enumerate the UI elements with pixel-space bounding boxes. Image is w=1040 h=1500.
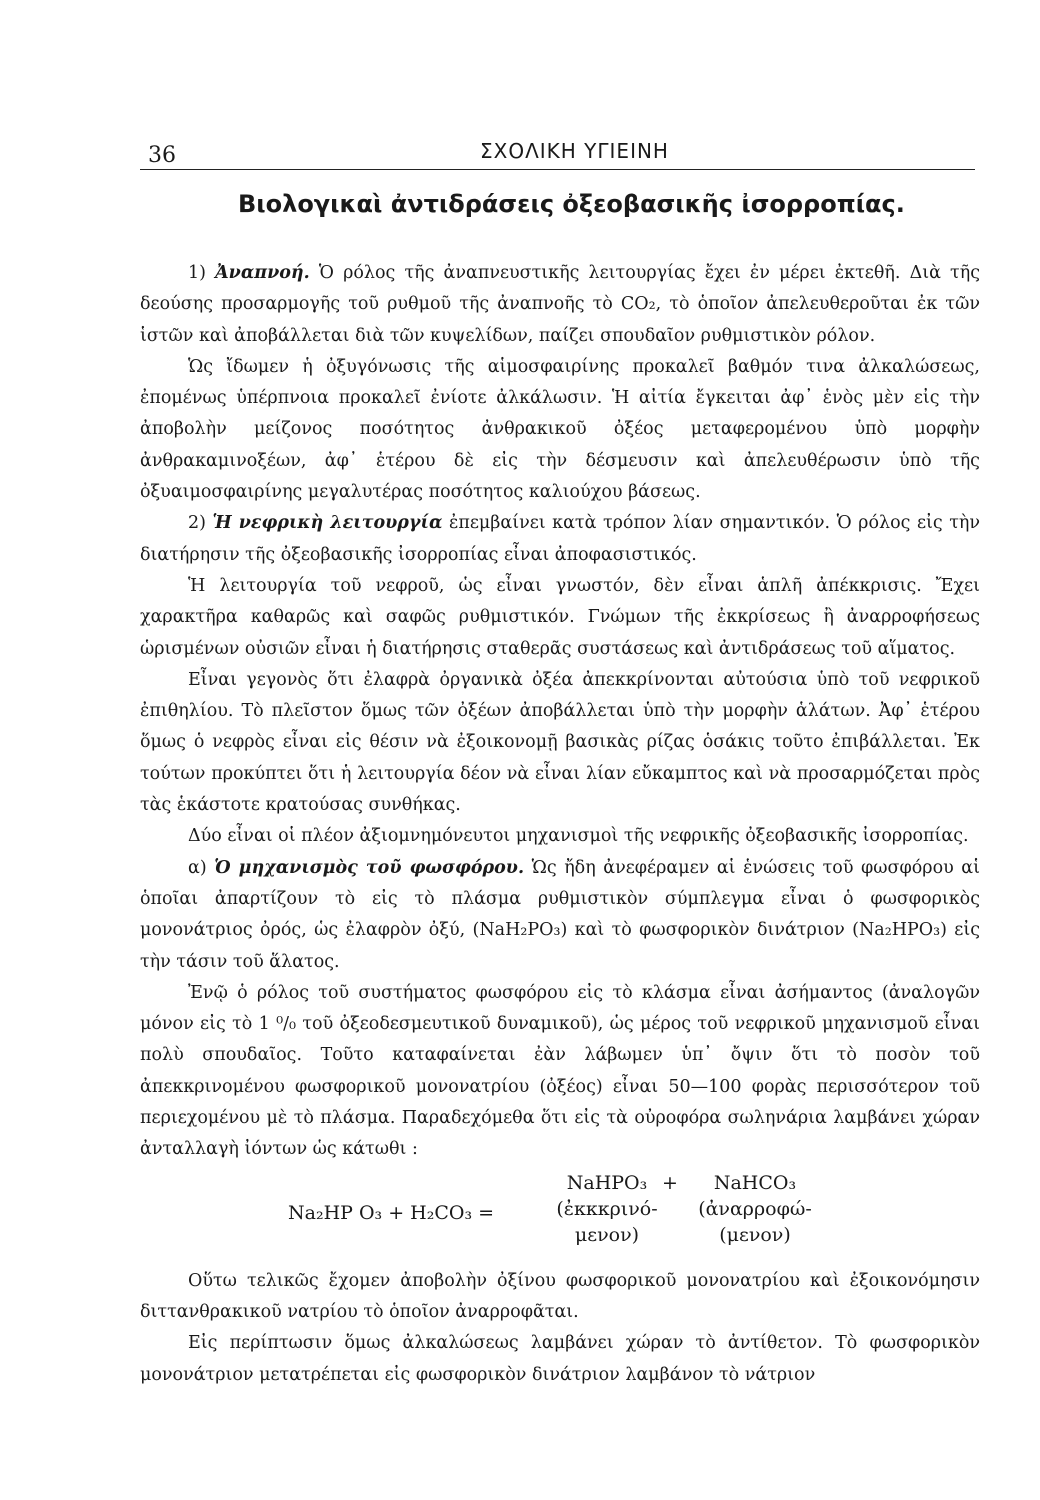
item-label: 2) bbox=[188, 513, 213, 534]
equation-plus: + bbox=[662, 1171, 678, 1194]
paragraph: Ἐνῷ ὁ ρόλος τοῦ συστήματος φωσφόρου εἰς τὸ κλάσμα εἶναι ἀσήμαντος (ἀναλογῶν μόνον εἰς τὸ 1 ⁰/₀ τοῦ ὀξεοδεσμευτικοῦ δυναμικοῦ), ὡς μέρος τοῦ νεφρικοῦ μηχανισμοῦ εἶναι πολὺ σπουδαῖος. Τοῦτο καταφαίνεται ἐὰν λάβωμεν ὑπ᾽ ὄψιν ὅτι τὸ ποσὸν τοῦ ἀπεκκρινομένου φωσφορικοῦ μονονατρίου (ὀξέος) εἶναι 50—100 φορὰς περισσότερον τοῦ περιεχομένου μὲ τὸ πλάσμα. Παραδεχόμεθα ὅτι εἰς τὰ οὐροφόρα σωληνάρια λαμβάνει χώραν ἀνταλλαγὴ ἰόντων ὡς κάτωθι : bbox=[140, 982, 980, 1160]
equation-left-side: Na₂HP O₃ + H₂CO₃ = bbox=[288, 1201, 495, 1224]
page-header bbox=[140, 135, 980, 175]
paragraph: Δύο εἶναι οἱ πλέον ἀξιομνημόνευτοι μηχανισμοὶ τῆς νεφρικῆς ὀξεοβασικῆς ἰσορροπίας. bbox=[188, 826, 969, 847]
paragraph-text: ἐπεμβαίνει κατὰ τρόπον λίαν σημαντικόν. Ὁ ρόλος εἰς τὴν διατήρησιν τῆς ὀξεοβασικῆς ἰσορροπίας εἶναι ἀποφασιστικός. bbox=[140, 513, 980, 565]
product-formula: NaHPO₃ bbox=[566, 1171, 648, 1194]
paragraph: Ὡς ἴδωμεν ἡ ὀξυγόνωσις τῆς αἱμοσφαιρίνης προκαλεῖ βαθμόν τινα ἀλκαλώσεως, ἐπομένως ὑπέρπνοια προκαλεῖ ἐνίοτε ἀλκάλωσιν. Ἡ αἰτία ἔγκειται ἀφ᾽ ἑνὸς μὲν εἰς τὴν ἀποβολὴν μείζονος ποσότητος ἀνθρακικοῦ ὀξέος μεταφερομένου ὑπὸ μορφὴν ἀνθρακαμινοξέων, ἀφ᾽ ἑτέρου δὲ εἰς τὴν δέσμευσιν καὶ ἀπελευθέρωσιν ὑπὸ τῆς ὀξυαιμοσφαιρίνης μεγαλυτέρας ποσότητος καλιούχου βάσεως. bbox=[140, 356, 980, 503]
paragraph-phosphorus-mechanism bbox=[140, 853, 980, 978]
section-title: Βιολογικαὶ ἀντιδράσεις ὀξεοβασικῆς ἰσορροπίας. bbox=[238, 190, 905, 218]
header-rule bbox=[140, 169, 975, 170]
product-note: (ἐκκκρινό- bbox=[556, 1197, 658, 1220]
paragraph: Οὕτω τελικῶς ἔχομεν ἀποβολὴν ὀξίνου φωσφορικοῦ μονονατρίου καὶ ἐξοικονόμησιν διττανθρακικοῦ νατρίου τὸ ὁποῖον ἀναρροφᾶται. bbox=[140, 1270, 980, 1322]
inline-heading: Ὁ μηχανισμὸς τοῦ φωσφόρου. bbox=[214, 857, 525, 878]
item-label: 1) bbox=[188, 263, 216, 283]
paragraph-text: Ὡς ἤδη ἀνεφέραμεν αἱ ἑνώσεις τοῦ φωσφόρου αἱ ὁποῖαι ἀπαρτίζουν τὸ εἰς τὸ πλάσμα ρυθμιστικὸν σύμπλεγμα εἶναι ὁ φωσφορικὸς μονονάτριος ὀρός, ὡς ἐλαφρὸν ὀξύ, (NaH₂PO₃) καὶ τὸ φωσφορικὸν δινάτριον (Na₂HPO₃) εἰς τὴν τάσιν τοῦ ἅλατος. bbox=[140, 857, 980, 972]
product-formula: NaHCO₃ bbox=[713, 1171, 797, 1194]
chemical-equation bbox=[140, 1170, 980, 1260]
paragraph-text: Ὁ ρόλος τῆς ἀναπνευστικῆς λειτουργίας ἔχει ἐν μέρει ἐκτεθῆ. Διὰ τῆς δεούσης προσαρμογῆς τοῦ ρυθμοῦ τῆς ἀναπνοῆς τὸ CO₂, τὸ ὁποῖον ἀπελευθεροῦται ἐκ τῶν ἱστῶν καὶ ἀποβάλλεται διὰ τῶν κυψελίδων, παίζει σπουδαῖον ρυθμιστικὸν ρόλον. bbox=[140, 263, 980, 346]
product-note: (ἀναρροφώ- bbox=[698, 1197, 812, 1220]
body-text bbox=[140, 258, 980, 1391]
paragraph-renal-function bbox=[140, 508, 980, 571]
item-label: α) bbox=[188, 857, 215, 878]
paragraph: Εἶναι γεγονὸς ὅτι ἐλαφρὰ ὀργανικὰ ὀξέα ἀπεκκρίνονται αὐτούσια ὑπὸ τοῦ νεφρικοῦ ἐπιθηλίου. Τὸ πλεῖστον ὅμως τῶν ὀξέων ἀποβάλλεται ὑπὸ τὴν μορφὴν ἁλάτων. Ἀφ᾽ ἑτέρου ὅμως ὁ νεφρὸς εἶναι εἰς θέσιν νὰ ἐξοικονομῇ βασικὰς ρίζας ὁσάκις τοῦτο ἐπιβάλλεται. Ἐκ τούτων προκύπτει ὅτι ἡ λειτουργία δέον νὰ εἶναι λίαν εὔκαμπτος καὶ νὰ προσαρμόζεται πρὸς τὰς ἑκάστοτε κρατούσας συνθήκας. bbox=[140, 669, 980, 816]
paragraph: Ἡ λειτουργία τοῦ νεφροῦ, ὡς εἶναι γνωστόν, δὲν εἶναι ἁπλῆ ἀπέκκρισις. Ἔχει χαρακτῆρα καθαρῶς καὶ σαφῶς ρυθμιστικόν. Γνώμων τῆς ἐκκρίσεως ἢ ἀναρροφήσεως ὡρισμένων οὐσιῶν εἶναι ἡ διατήρησις σταθερᾶς συστάσεως καὶ ἀντιδράσεως τοῦ αἵματος. bbox=[140, 575, 980, 659]
inline-heading: Ἡ νεφρικὴ λειτουργία bbox=[212, 513, 443, 534]
page-number: 36 bbox=[148, 143, 176, 168]
running-title: ΣΧΟΛΙΚΗ ΥΓΙΕΙΝΗ bbox=[480, 139, 669, 163]
paragraph-respiration bbox=[140, 258, 980, 352]
equation-product-1 bbox=[552, 1170, 662, 1248]
inline-heading: Ἀναπνοή. bbox=[215, 263, 310, 283]
equation-product-2 bbox=[690, 1170, 820, 1248]
product-note: (μενον) bbox=[719, 1223, 791, 1246]
paragraph: Εἰς περίπτωσιν ὅμως ἀλκαλώσεως λαμβάνει χώραν τὸ ἀντίθετον. Τὸ φωσφορικὸν μονονάτριον μετατρέπεται εἰς φωσφορικὸν δινάτριον λαμβάνον τὸ νάτριον bbox=[140, 1333, 980, 1385]
product-note: μενον) bbox=[574, 1223, 640, 1246]
